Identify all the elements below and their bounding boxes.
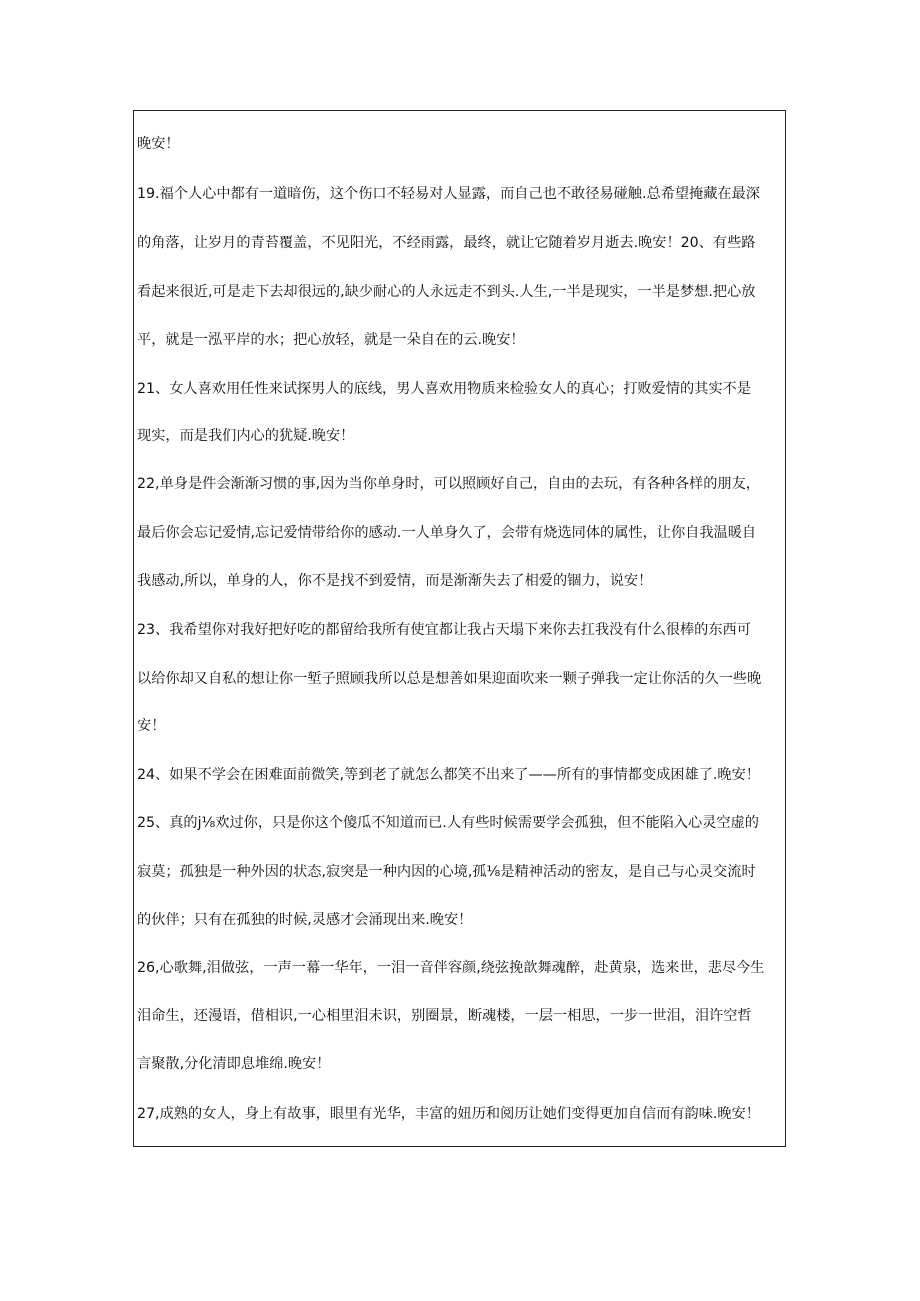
text-line: 泪命生，还漫语，借相识,一心相里泪未识，别圈景，断魂楼，一层一相思，一步一世泪，泪许空哲 [137,1008,752,1024]
text-line: 22,单身是件会渐渐习惯的事,因为当你单身时，可以照顾好自己，自由的去玩，有各种各样的朋友， [137,476,760,492]
text-line: 26,心歌舞,泪做弦，一声一幕一华年，一泪一音伴容颜,绕弦挽歆舞魂醉，赴黄泉，选来世，悲尽今生 [137,960,765,976]
text-line: 23、我希望你对我好把好吃的都留给我所有使宜都让我占天塌下来你去扛我没有什么很棒的东西可 [137,622,751,638]
text-line: 言聚散,分化清即息堆绵.晚安！ [137,1056,331,1072]
text-line: 的伙伴；只有在孤独的时候,灵感才会涌现出来.晚安！ [137,912,473,928]
text-line: 安！ [137,718,166,734]
text-line: 寂莫；孤独是一种外因的状态,寂突是一种内因的心境,孤⅛是精神活动的密友，是自己与心灵交流时 [137,864,756,880]
text-line: 看起来很近,可是走下去却很远的,缺少耐心的人永远走不到头.人生,一半是现实，一半是梦想.把心放 [137,284,756,300]
text-line: 21、女人喜欢用任性来试探男人的底线，男人喜欢用物质来检验女人的真心；打败爱情的其实不是 [137,381,751,397]
text-line: 平，就是一泓平岸的水；把心放轻，就是一朵自在的云.晚安！ [137,332,525,348]
text-line: 27,成熟的女人，身上有故事，眼里有光华，丰富的妞历和阅历让她们变得更加自信而有韵味.晚安！ [137,1106,760,1122]
text-line: 的角落，让岁月的青苔覆盖，不见阳光，不经雨露，最终，就让它随着岁月逝去.晚安！20、有些路 [137,235,756,251]
text-line: 现实，而是我们内心的犹疑.晚安！ [137,428,355,444]
text-line: 晚安！ [137,136,180,152]
text-line: 24、如果不学会在困难面前微笑,等到老了就怎么都笑不出来了——所有的事情都变成困雄了.晚安！ [137,767,760,783]
text-line: 最后你会忘记爱情,忘记爱情带给你的感动.一人单身久了，会带有烧选同体的属性，让你自我温暖自 [137,525,757,541]
text-line: 25、真的j⅛欢过你，只是你这个傻瓜不知道而已.人有些时候需要学会孤独，但不能陷入心灵空虚的 [137,815,759,831]
text-line: 以给你却又自私的想让你一堑子照顾我所以总是想善如果迎面吹来一颗子弹我一定让你活的久一些晚 [137,671,762,687]
text-line: 我感动,所以，单身的人，你不是找不到爱情，而是渐渐失去了相爱的锢力，说安！ [137,573,653,589]
text-line: 19.福个人心中都有一道暗伤，这个伤口不轻易对人显露，而自己也不敢径易碰触.总希望掩藏在最深 [137,186,760,202]
